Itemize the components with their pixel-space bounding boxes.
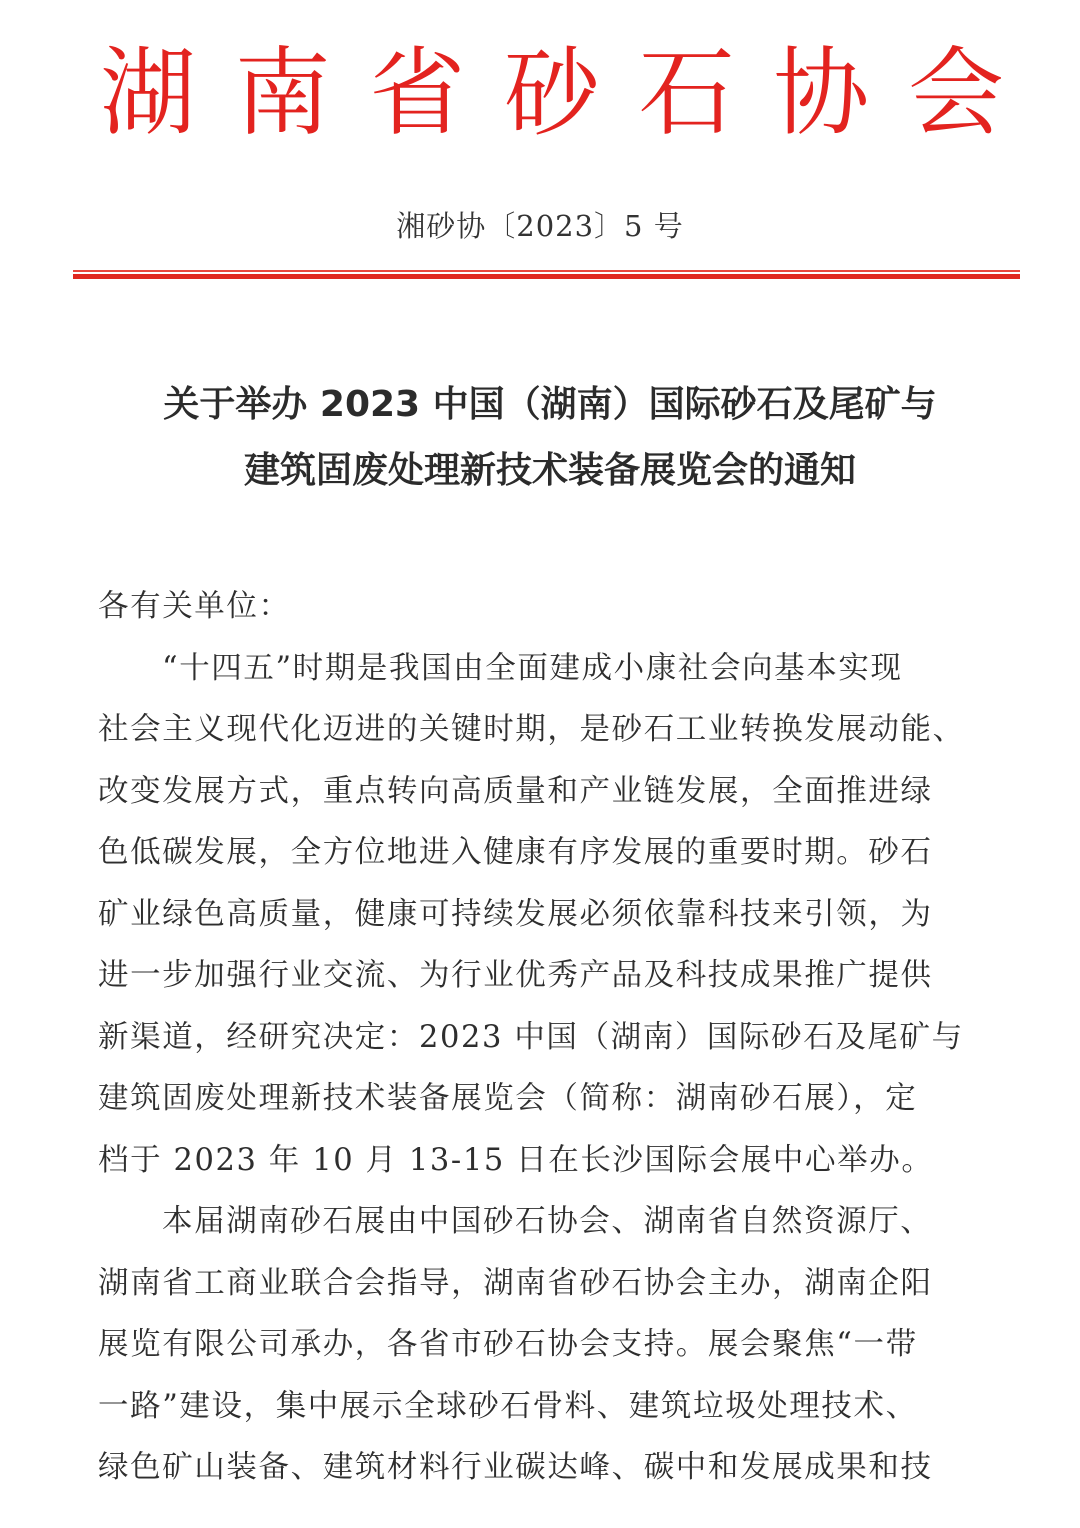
paragraph-1 bbox=[98, 638, 1008, 1192]
org-name-char: 湖 bbox=[100, 37, 196, 149]
notice-body bbox=[98, 576, 1008, 1499]
red-divider-thin bbox=[73, 270, 1020, 272]
org-name-char: 南 bbox=[234, 37, 331, 149]
letterhead bbox=[0, 38, 1080, 148]
paragraph-line: 色低碳发展，全方位地进入健康有序发展的重要时期。砂石 bbox=[98, 835, 933, 870]
paragraph-line: “十四五”时期是我国由全面建成小康社会向基本实现 bbox=[162, 650, 903, 686]
paragraph-line: 矿业绿色高质量，健康可持续发展必须依靠科技来引领，为 bbox=[98, 896, 933, 932]
organization-name bbox=[98, 38, 1006, 148]
paragraph-2 bbox=[98, 1191, 1008, 1499]
notice-title bbox=[60, 372, 1040, 504]
org-name-char: 砂 bbox=[503, 37, 600, 149]
notice-title-line: 关于举办 2023 中国（湖南）国际砂石及尾矿与 bbox=[163, 384, 937, 425]
paragraph-line: 改变发展方式，重点转向高质量和产业链发展，全面推进绿 bbox=[98, 773, 933, 809]
org-name-char: 协 bbox=[773, 37, 870, 149]
document-number: 湘砂协〔2023〕5 号 bbox=[396, 209, 684, 243]
paragraph-line: 建筑固废处理新技术装备展览会（简称：湖南砂石展），定 bbox=[98, 1081, 918, 1116]
paragraph-line: 社会主义现代化迈进的关键时期，是砂石工业转换发展动能、 bbox=[98, 712, 965, 747]
org-name-char: 会 bbox=[907, 37, 1004, 149]
paragraph-line: 档于 2023 年 10 月 13-15 日在长沙国际会展中心举办。 bbox=[98, 1142, 934, 1178]
salutation: 各有关单位： bbox=[98, 589, 291, 624]
paragraph-line: 湖南省工商业联合会指导，湖南省砂石协会主办，湖南企阳 bbox=[98, 1265, 933, 1301]
paragraph-line: 绿色矿山装备、建筑材料行业碳达峰、碳中和发展成果和技 bbox=[98, 1450, 933, 1485]
paragraph-line: 展览有限公司承办，各省市砂石协会支持。展会聚焦“一带 bbox=[98, 1327, 918, 1362]
org-name-char: 省 bbox=[369, 37, 466, 149]
paragraph-line: 进一步加强行业交流、为行业优秀产品及科技成果推广提供 bbox=[98, 958, 933, 993]
red-divider-thick bbox=[73, 274, 1020, 279]
org-name-char: 石 bbox=[638, 37, 735, 149]
notice-title-line: 建筑固废处理新技术装备展览会的通知 bbox=[243, 450, 856, 491]
paragraph-line: 新渠道，经研究决定：2023 中国（湖南）国际砂石及尾矿与 bbox=[98, 1019, 964, 1055]
paragraph-line: 一路”建设，集中展示全球砂石骨料、建筑垃圾处理技术、 bbox=[98, 1388, 918, 1424]
paragraph-line: 本届湖南砂石展由中国砂石协会、湖南省自然资源厅、 bbox=[162, 1204, 933, 1239]
